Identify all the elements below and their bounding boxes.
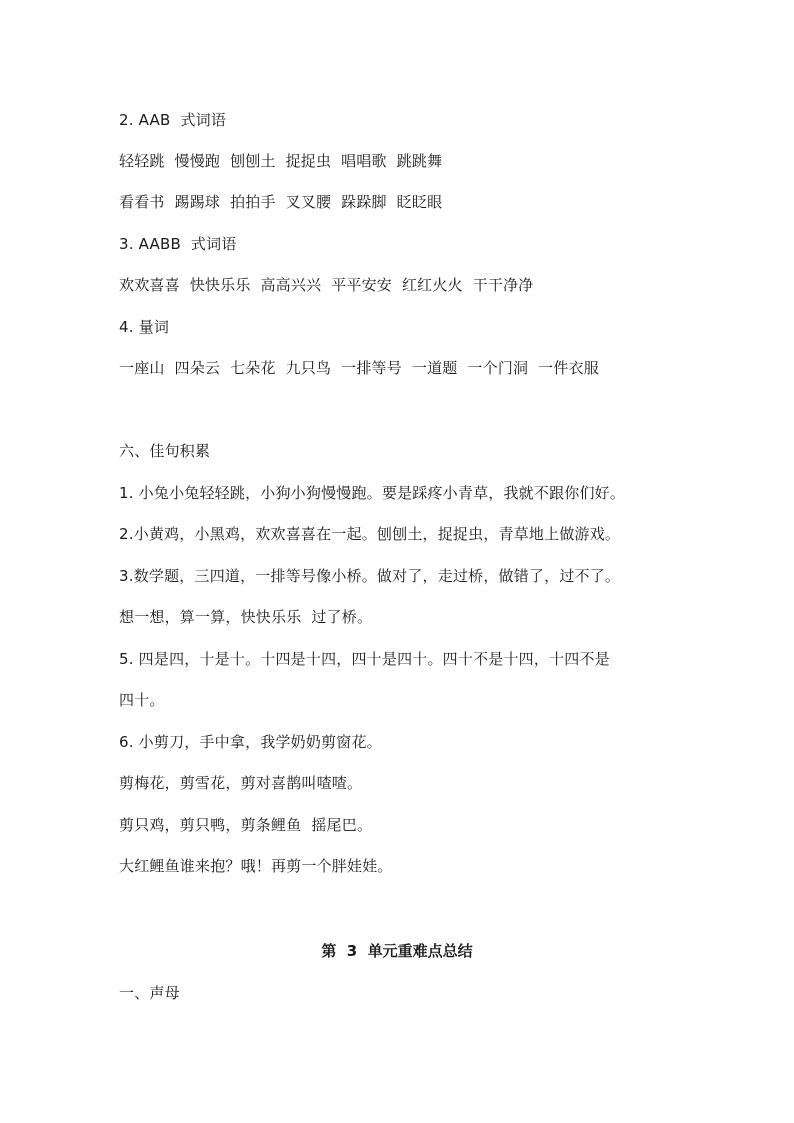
- section-sentences-title: 六、佳句积累: [119, 442, 211, 460]
- sentence-line: 6. 小剪刀，手中拿，我学奶奶剪窗花。: [119, 733, 382, 751]
- aab-words-row-2: 看看书 踢踢球 拍拍手 叉叉腰 跺跺脚 眨眨眼: [119, 193, 443, 211]
- sentence-line: 剪梅花，剪雪花，剪对喜鹊叫喳喳。: [119, 774, 363, 792]
- aabb-words-row-1: 欢欢喜喜 快快乐乐 高高兴兴 平平安安 红红火火 干干净净: [119, 276, 534, 294]
- section-measure-words-title: 4. 量词: [119, 318, 170, 336]
- sentence-line: 3.数学题，三四道，一排等号像小桥。做对了，走过桥，做错了，过不了。: [119, 567, 621, 585]
- sentence-line: 1. 小兔小兔轻轻跳，小狗小狗慢慢跑。要是踩疼小青草，我就不跟你们好。: [119, 484, 626, 502]
- section-aabb-title: 3. AABB 式词语: [119, 235, 237, 253]
- section-aab-title: 2. AAB 式词语: [119, 111, 227, 129]
- sentence-line: 2.小黄鸡，小黑鸡，欢欢喜喜在一起。刨刨土，捉捉虫，青草地上做游戏。: [119, 525, 621, 543]
- unit-3-heading: 第 3 单元重难点总结: [321, 942, 473, 960]
- measure-words-row-1: 一座山 四朵云 七朵花 九只鸟 一排等号 一道题 一个门洞 一件衣服: [119, 359, 599, 377]
- sentence-line: 5. 四是四，十是十。十四是十四，四十是四十。四十不是十四，十四不是: [119, 650, 610, 668]
- aab-words-row-1: 轻轻跳 慢慢跑 刨刨土 捉捉虫 唱唱歌 跳跳舞: [119, 152, 443, 170]
- sentence-line: 想一想，算一算，快快乐乐 过了桥。: [119, 608, 373, 626]
- sentence-line: 四十。: [119, 691, 165, 709]
- sentence-line: 大红鲤鱼谁来抱？哦！再剪一个胖娃娃。: [119, 857, 393, 875]
- initials-section-title: 一、声母: [119, 984, 180, 1002]
- sentence-line: 剪只鸡，剪只鸭，剪条鲤鱼 摇尾巴。: [119, 816, 373, 834]
